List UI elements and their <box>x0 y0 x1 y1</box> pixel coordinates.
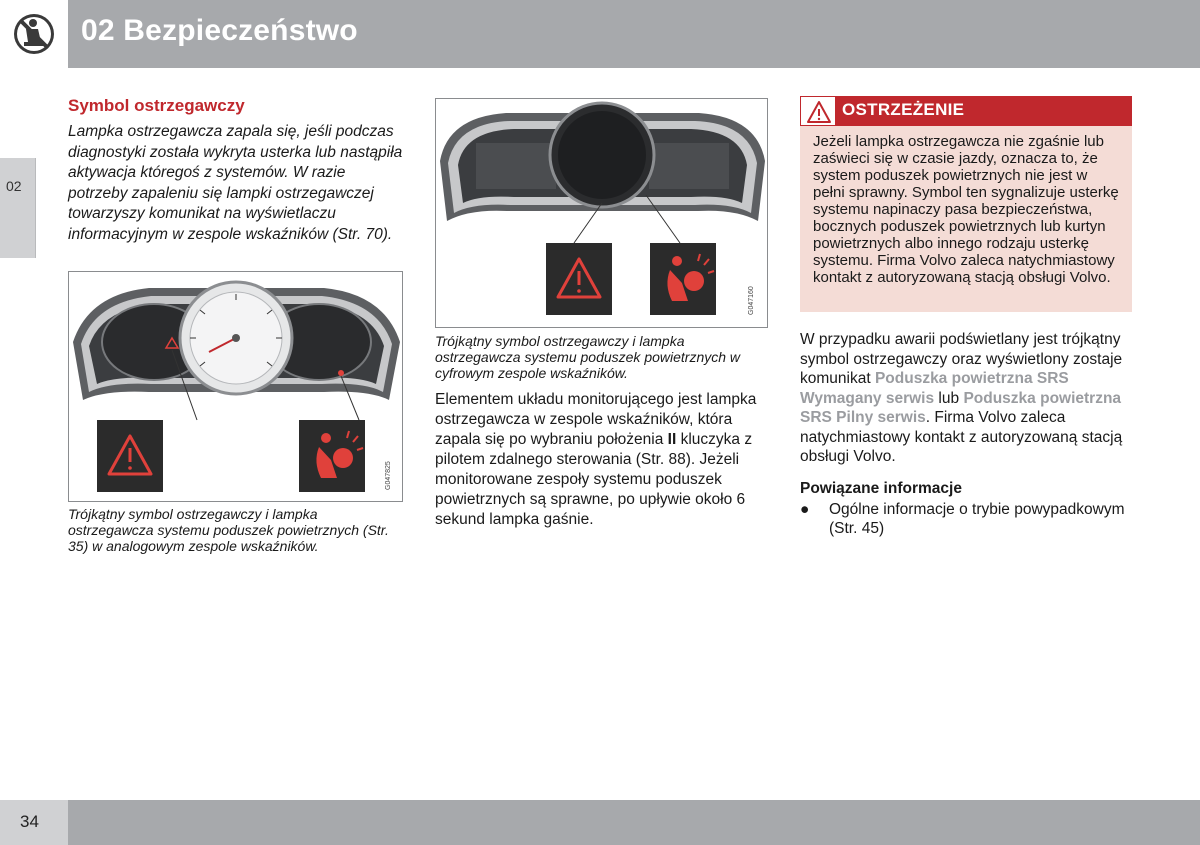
key-position-bold: II <box>667 431 677 448</box>
warning-text: Jeżeli lampka ostrzegawcza nie zgaśnie lub zaświeci się w czasie jazdy, oznacza to, że system poduszek powietrznych nie jest w pełni sprawny. Symbol ten sygnalizuje usterkę systemu napinaczy pasa bezpieczeństwa, bocznych poduszek powietrznych lub kurtyn powietrznych albo innego rodzaju usterkę systemu. Firma Volvo zaleca natychmiastowy kontakt z autoryzowaną stacją obsługi Volvo. <box>813 133 1119 286</box>
body-text-2: kluczyka z pilotem zdalnego sterowania (Str. 88). Jeżeli monitorowane zespoły systemu poduszek powietrznych są sprawne, po upływie około 6 sekund lampka gaśnie. <box>435 431 753 528</box>
figure-code: G047160 <box>748 286 755 315</box>
failure-text-3: . Firma Volvo zaleca natychmiastowy kontakt z autoryzowaną stacją obsługi Volvo. <box>800 409 1123 465</box>
column-1 <box>68 96 404 245</box>
chapter-title: 02 Bezpieczeństwo <box>81 14 358 47</box>
related-info-link[interactable]: Ogólne informacje o trybie powypadkowym (Str. 45) <box>829 501 1125 537</box>
section-title: Symbol ostrzegawczy <box>68 96 245 115</box>
digital-cluster-figure <box>435 98 768 328</box>
page-header <box>0 0 1200 68</box>
failure-paragraph <box>800 330 1135 467</box>
warning-title: OSTRZEŻENIE <box>842 100 965 119</box>
page-number: 34 <box>20 812 39 831</box>
warning-header <box>800 96 1132 126</box>
seatbelt-occupant-icon <box>12 12 56 56</box>
page-footer <box>0 800 1200 845</box>
failure-text-2: lub <box>934 389 964 407</box>
message-srs-urgent-service: Poduszka powietrzna SRS Pilny serwis <box>800 389 1122 426</box>
header-icon-box <box>0 0 68 68</box>
analog-cluster-figure <box>68 271 403 502</box>
warning-icon-box <box>800 96 836 126</box>
digital-cluster-illustration <box>436 99 768 328</box>
body-paragraph <box>435 390 769 530</box>
failure-text-1: W przypadku awarii podświetlany jest trójkątny symbol ostrzegawczy oraz wyświetlony zostaje komunikat <box>800 331 1123 387</box>
warning-box <box>800 96 1132 312</box>
chapter-side-tab <box>0 158 36 258</box>
analog-cluster-illustration <box>69 272 403 502</box>
figure-code: G047825 <box>385 461 392 490</box>
body-text-1: Elementem układu monitorującego jest lampka ostrzegawcza w zespole wskaźników, która zapala się po wybraniu położenia <box>435 391 757 448</box>
related-info-title: Powiązane informacje <box>800 480 962 497</box>
warning-triangle-icon <box>806 100 832 124</box>
figure-1-caption: Trójkątny symbol ostrzegawczy i lampka ostrzegawcza systemu poduszek powietrznych (Str. 35) w analogowym zespole wskaźników. <box>68 506 389 554</box>
page-number-box <box>0 800 68 845</box>
bullet-icon: ● <box>800 501 810 518</box>
chapter-side-tab-label: 02 <box>6 178 22 194</box>
message-srs-service-required: Poduszka powietrzna SRS Wymagany serwis <box>800 370 1069 407</box>
intro-paragraph: Lampka ostrzegawcza zapala się, jeśli podczas diagnostyki została wykryta usterka lub nastąpiła aktywacja któregoś z systemów. W razie potrzeby zapaleniu się lampki ostrzegawczej towarzyszy komunikat na wyświetlaczu informacyjnym w zespole wskaźników (Str. 70). <box>68 123 403 243</box>
figure-2-caption: Trójkątny symbol ostrzegawczy i lampka ostrzegawcza systemu poduszek powietrznych w cyfrowym zespole wskaźników. <box>435 333 741 381</box>
